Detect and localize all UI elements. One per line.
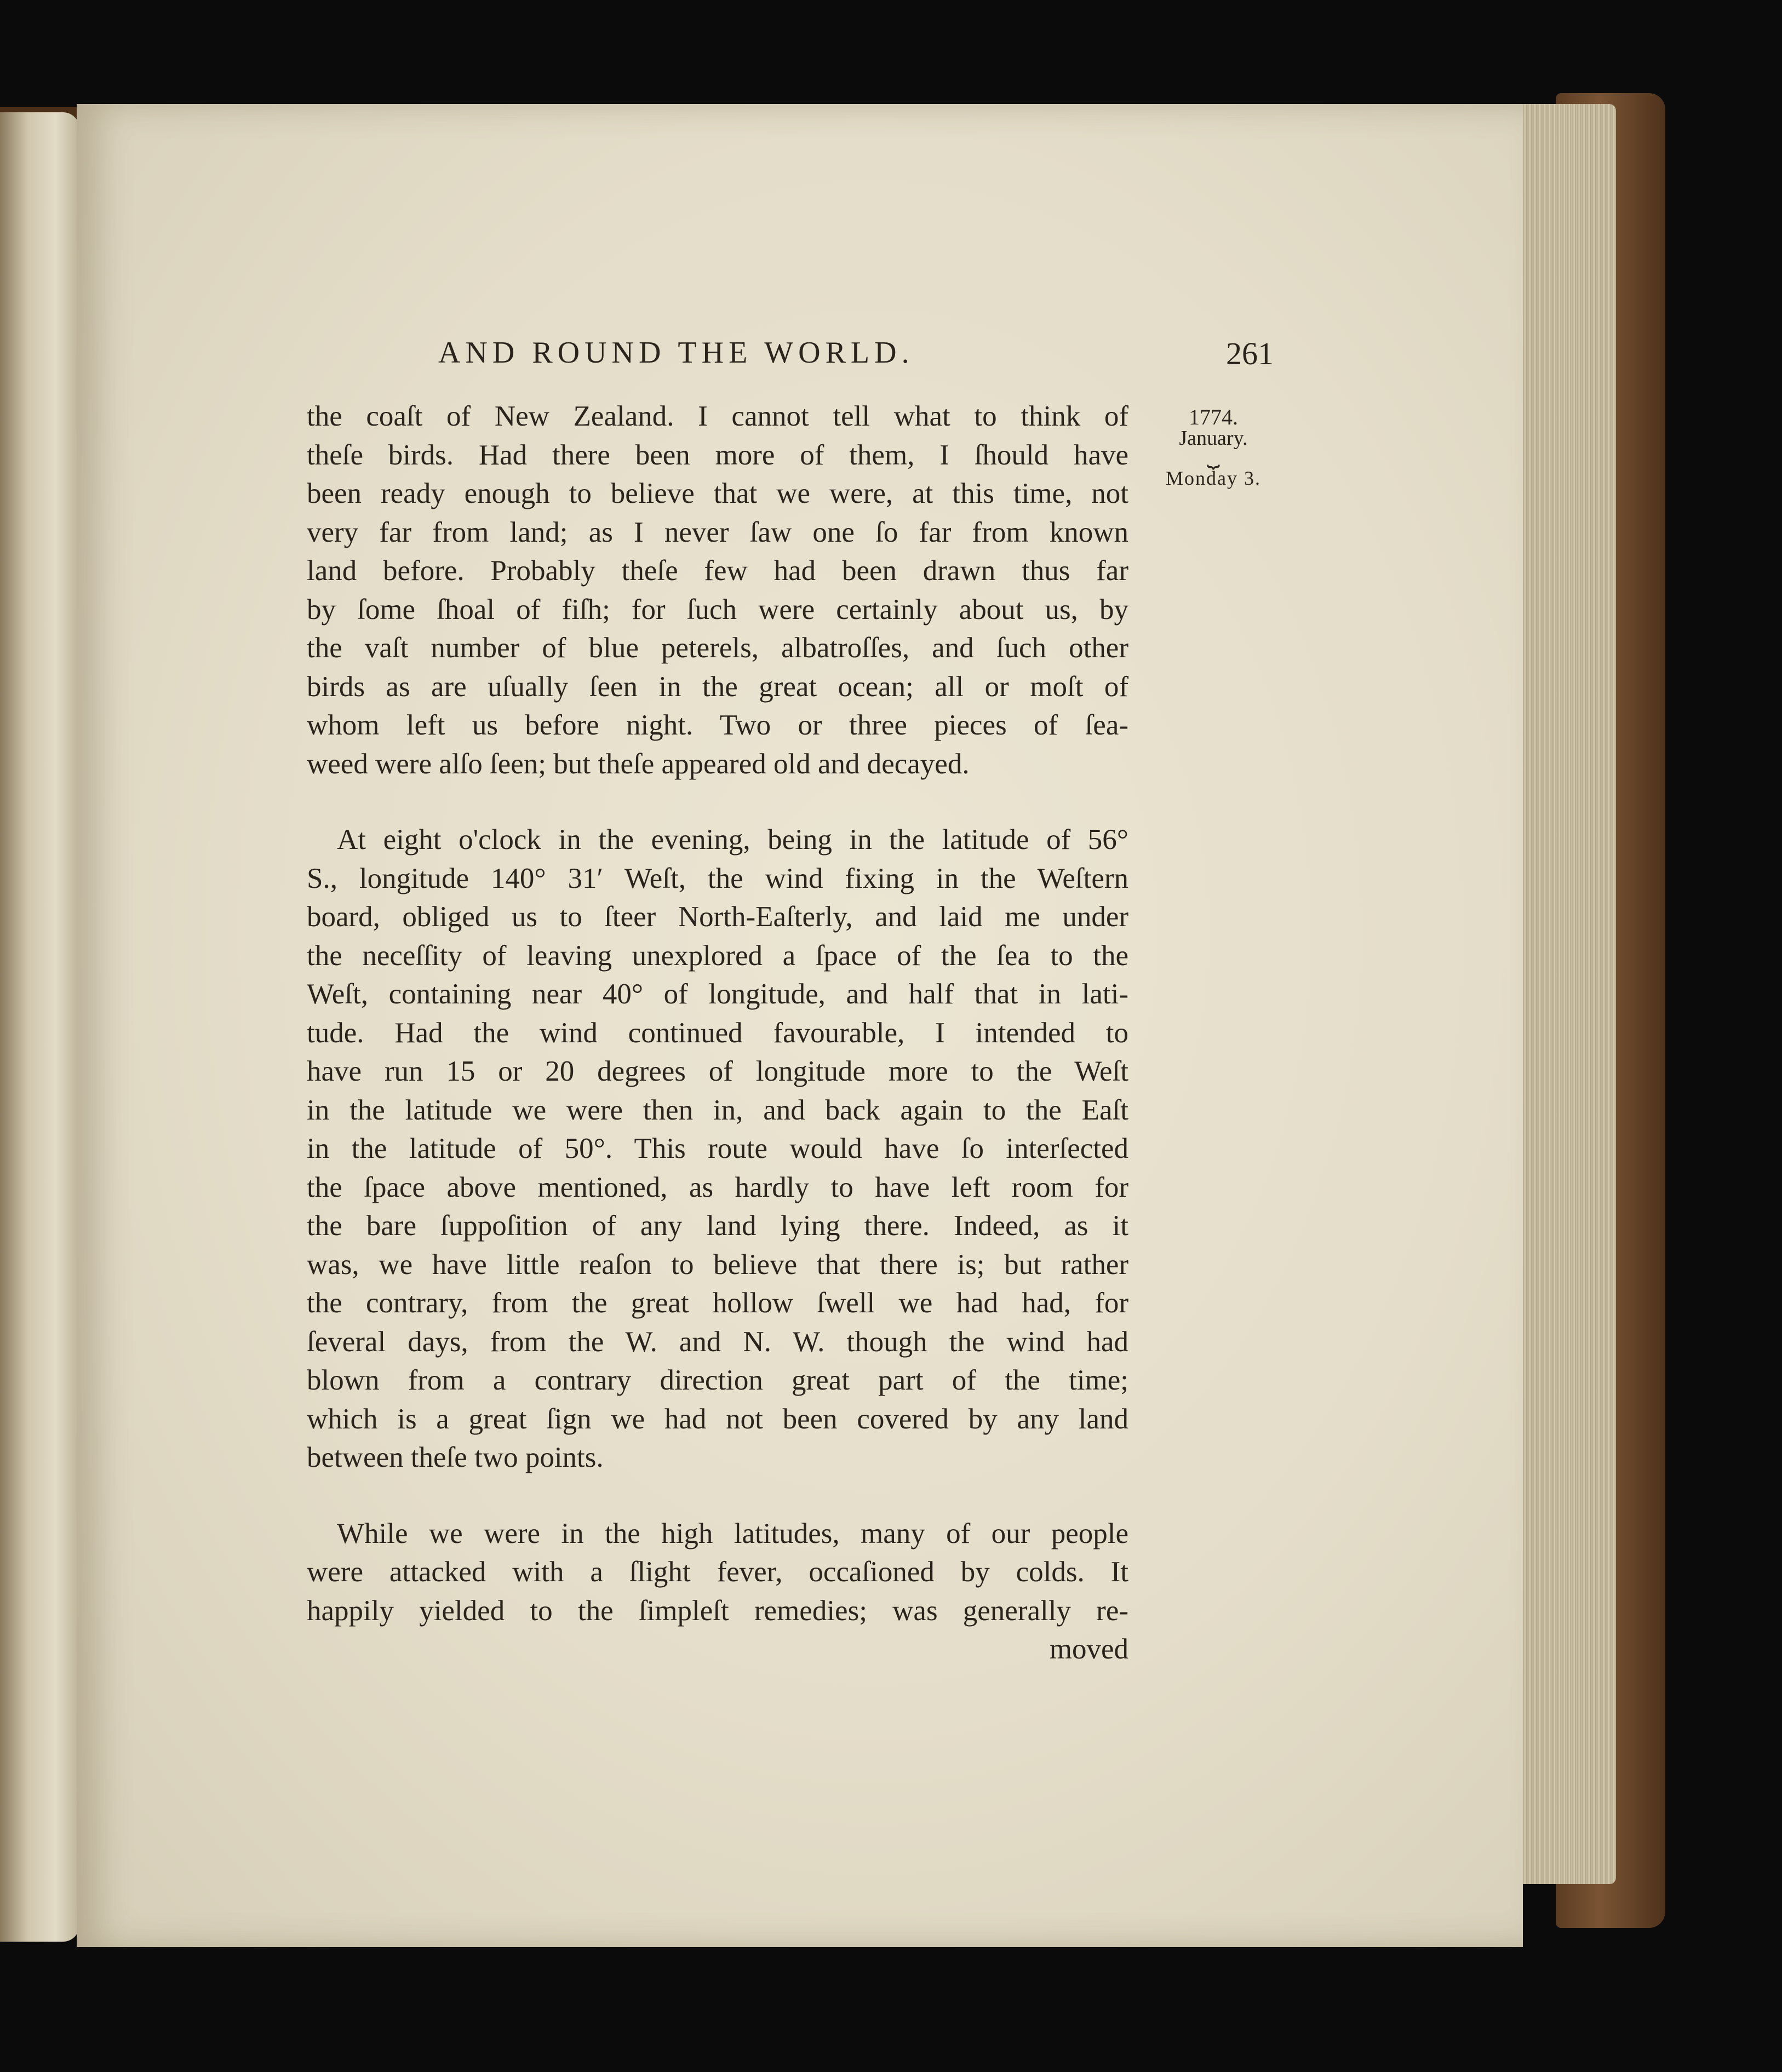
text-line: have run 15 or 20 degrees of longitude more to the Weſt	[307, 1055, 1128, 1087]
margin-note-day: Monday 3.	[1166, 467, 1261, 489]
text-line: the bare ſuppoſition of any land lying there. Indeed, as it	[307, 1210, 1128, 1242]
text-line: was, we have little reaſon to believe that there is; but rather	[307, 1248, 1128, 1281]
text-line: ſeveral days, from the W. and N. W. though the wind had	[307, 1325, 1128, 1358]
margin-note-brace: ⏟	[1207, 443, 1220, 468]
text-line: happily yielded to the ſimpleſt remedies; was generally re-	[307, 1594, 1128, 1627]
page-stack-edges	[1512, 104, 1616, 1884]
text-line: theſe birds. Had there been more of them, I ſhould have	[307, 439, 1128, 471]
text-line: blown from a contrary direction great part of the time;	[307, 1364, 1128, 1396]
left-page-edge	[0, 112, 79, 1942]
text-line: very far from land; as I never ſaw one ſo far from known	[307, 516, 1128, 548]
text-line: the coaſt of New Zealand. I cannot tell what to think of	[307, 400, 1128, 432]
text-line: While we were in the high latitudes, many of our people	[337, 1517, 1128, 1549]
text-line: Weſt, containing near 40° of longitude, and half that in lati-	[307, 978, 1128, 1010]
text-line: land before. Probably theſe few had been drawn thus far	[307, 555, 1128, 587]
running-head: AND ROUND THE WORLD.	[438, 336, 914, 370]
page-number: 261	[1226, 336, 1274, 371]
text-line: between theſe two points.	[307, 1442, 604, 1473]
text-line: tude. Had the wind continued favourable, I intended to	[307, 1017, 1128, 1049]
text-line: by ſome ſhoal of fiſh; for ſuch were certainly about us, by	[307, 593, 1128, 625]
text-line: which is a great ſign we had not been covered by any land	[307, 1403, 1128, 1435]
text-line: S., longitude 140° 31′ Weſt, the wind fixing in the Weſtern	[307, 862, 1128, 894]
text-line: in the latitude of 50°. This route would have ſo interſected	[307, 1133, 1128, 1164]
paragraph-2	[307, 820, 1128, 1477]
text-line: in the latitude we were then in, and back again to the Eaſt	[307, 1094, 1128, 1126]
text-line: board, obliged us to ſteer North-Eaſterly, and laid me under	[307, 901, 1128, 933]
text-line: weed were alſo ſeen; but theſe appeared old and decayed.	[307, 748, 970, 780]
text-line: birds as are uſually ſeen in the great ocean; all or moſt of	[307, 670, 1128, 703]
paragraph-3	[307, 1514, 1128, 1631]
margin-note-year: 1774.	[1189, 405, 1238, 429]
text-line: the ſpace above mentioned, as hardly to have left room for	[307, 1171, 1128, 1203]
text-line: the neceſſity of leaving unexplored a ſpace of the ſea to the	[307, 939, 1128, 972]
text-line: the contrary, from the great hollow ſwell we had had, for	[307, 1287, 1128, 1319]
text-line: were attacked with a ſlight fever, occaſioned by colds. It	[307, 1556, 1128, 1588]
paragraph-1	[307, 397, 1128, 783]
margin-note-month: January.	[1179, 427, 1248, 450]
catchword: moved	[1049, 1633, 1128, 1665]
text-line: whom left us before night. Two or three pieces of ſea-	[307, 709, 1128, 741]
body-text	[307, 397, 1128, 1669]
text-line: been ready enough to believe that we were, at this time, not	[307, 478, 1128, 509]
text-line: At eight o'clock in the evening, being in the latitude of 56°	[337, 824, 1128, 856]
text-line: the vaſt number of blue peterels, albatroſſes, and ſuch other	[307, 632, 1128, 664]
